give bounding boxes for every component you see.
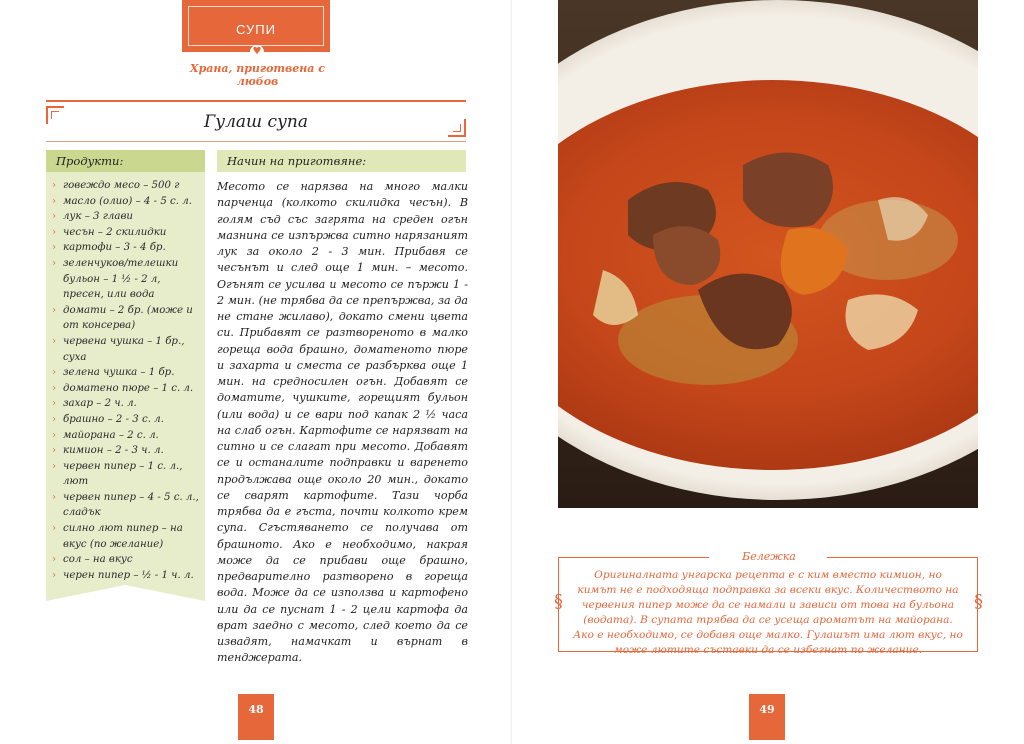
ingredient-item xyxy=(52,396,202,412)
bullet-icon: › xyxy=(52,367,56,379)
ingredient-text: масло (олио) – 4 - 5 с. л. xyxy=(63,195,192,207)
ingredient-text: червен пипер – 4 - 5 с. л., сладък xyxy=(63,491,199,519)
ingredient-text: зелена чушка – 1 бр. xyxy=(63,367,175,379)
note-border xyxy=(827,557,977,558)
ingredient-text: кимион – 2 - 3 ч. л. xyxy=(63,445,164,457)
recipe-title-bar xyxy=(46,100,466,142)
bullet-icon: › xyxy=(52,335,56,347)
bullet-icon: › xyxy=(52,382,56,394)
ingredients-panel xyxy=(46,150,205,585)
ingredient-text: брашно – 2 - 3 с. л. xyxy=(63,413,164,425)
ingredient-text: картофи – 3 - 4 бр. xyxy=(63,242,166,254)
heart-icon: ♥ xyxy=(250,45,264,59)
ingredient-item xyxy=(52,428,202,444)
soup-photo xyxy=(558,0,978,508)
bullet-icon: › xyxy=(52,211,56,223)
note-border xyxy=(559,557,709,558)
ingredients-header: Продукти: xyxy=(46,150,205,172)
ingredient-item xyxy=(52,194,202,210)
ingredient-item xyxy=(52,209,202,225)
ingredient-text: доматено пюре – 1 с. л. xyxy=(63,382,194,394)
bullet-icon: › xyxy=(52,180,56,191)
ingredient-text: силно лют пипер – на вкус (по желание) xyxy=(63,523,183,550)
bullet-icon: › xyxy=(52,195,56,207)
ingredient-text: лук – 3 глави xyxy=(63,211,133,223)
ingredient-item xyxy=(52,412,202,428)
ingredient-text: черен пипер – ½ - 1 ч. л. xyxy=(63,569,194,581)
ingredient-text: домати – 2 бр. (може и от консерва) xyxy=(63,304,193,332)
bullet-icon: › xyxy=(52,226,56,238)
ingredient-text: говеждо месо – 500 г xyxy=(63,180,180,191)
section-tab-frame xyxy=(188,6,324,46)
curl-ornament-icon: § xyxy=(554,591,563,612)
ingredient-text: червен пипер – 1 с. л., лют xyxy=(63,460,183,488)
bullet-icon: › xyxy=(52,554,56,566)
ingredient-item xyxy=(52,568,202,584)
section-label: СУПИ xyxy=(236,22,276,37)
ingredient-item xyxy=(52,552,202,568)
bullet-icon: › xyxy=(52,413,56,425)
bullet-icon: › xyxy=(52,523,56,535)
ingredient-text: червена чушка – 1 бр., суха xyxy=(63,335,185,363)
ingredient-text: майорана – 2 с. л. xyxy=(63,429,159,441)
ingredient-item xyxy=(52,240,202,256)
bullet-icon: › xyxy=(52,460,56,472)
ingredient-item xyxy=(52,365,202,381)
ingredient-item xyxy=(52,303,202,334)
preparation-text: Месото се нарязва на много малки парченца (колкото скилидка чесън). В голям съд със загрята на среден огън мазнина се изпържва ситно нарязаният лук за около 2 - 3 мин. Прибавя се чесънът и след още 1 мин. – месото. Огънят се усилва и месото се пържи 1 - 2 мин. (не трябва да се препържва, за да не стане жилаво), докато смени цвета си. Прибавят се разтвореното в малко гореща вода брашно, доматеното пюре и захарта и сместа се разбърква още 1 мин. на средносилен огън. Добавят се доматите, чушките, горещият бульон (или вода) и се вари под капак 2 ½ часа на слаб огън. Картофите се нарязват на ситно и се слагат при месото. Добавят се и останалите подправки и варенето продължава още около 20 мин., докато се сварят картофите. Тази чорба трябва да е гъста, почти колкото крем супа. Сгъстяването се получава от брашното. Ако е необходимо, накрая може да се прибави още брашно, предварително разтворено в гореща вода. Може да се използва и картофено или да се пуснат 1 - 2 цели картофа да врат заедно с месото, след което да се извадят, намачкат и върнат в тенджерата. xyxy=(217,180,468,665)
ingredient-text: сол – на вкус xyxy=(63,554,133,566)
ingredient-item xyxy=(52,381,202,397)
ingredients-list xyxy=(52,178,202,583)
note-text: Оригиналната унгарска рецепта е с ким вместо кимион, но кимът не е подходяща подправка за всеки вкус. Количеството на червения пипер може да се намали и зависи от това на бульона (водата). В супата трябва да се усеща ароматът на майорана. Ако е необходимо, се добавя още малко. Гулашът има лют вкус, но може лютите съставки да се избегнат по желание. xyxy=(573,569,963,656)
bullet-icon: › xyxy=(52,491,56,503)
bullet-icon: › xyxy=(52,398,56,410)
ingredient-item xyxy=(52,443,202,459)
ingredient-text: чесън – 2 скилидки xyxy=(63,226,167,238)
ingredient-text: зеленчуков/телешки бульон – 1 ½ - 2 л, пресен, или вода xyxy=(63,257,179,301)
ingredient-item xyxy=(52,459,202,490)
ingredient-item xyxy=(52,334,202,365)
tagline: Храна, приготвена с любов xyxy=(190,62,325,88)
right-page xyxy=(512,0,1024,744)
bullet-icon: › xyxy=(52,304,56,316)
bullet-icon: › xyxy=(52,569,56,581)
curl-ornament-icon: § xyxy=(974,591,983,612)
recipe-title: Гулаш супа xyxy=(203,112,309,132)
ingredient-text: захар – 2 ч. л. xyxy=(63,398,137,410)
bullet-icon: › xyxy=(52,257,56,269)
ingredient-item xyxy=(52,178,202,194)
ingredient-item xyxy=(52,225,202,241)
bullet-icon: › xyxy=(52,445,56,457)
bullet-icon: › xyxy=(52,429,56,441)
ingredient-item xyxy=(52,490,202,521)
page-number: 49 xyxy=(749,694,785,740)
ingredient-item xyxy=(52,256,202,303)
page-number: 48 xyxy=(238,694,274,740)
preparation-header: Начин на приготвяне: xyxy=(217,150,466,172)
ingredient-item xyxy=(52,521,202,552)
note-title: Бележка xyxy=(742,550,796,563)
bullet-icon: › xyxy=(52,242,56,254)
note-box xyxy=(554,550,983,656)
